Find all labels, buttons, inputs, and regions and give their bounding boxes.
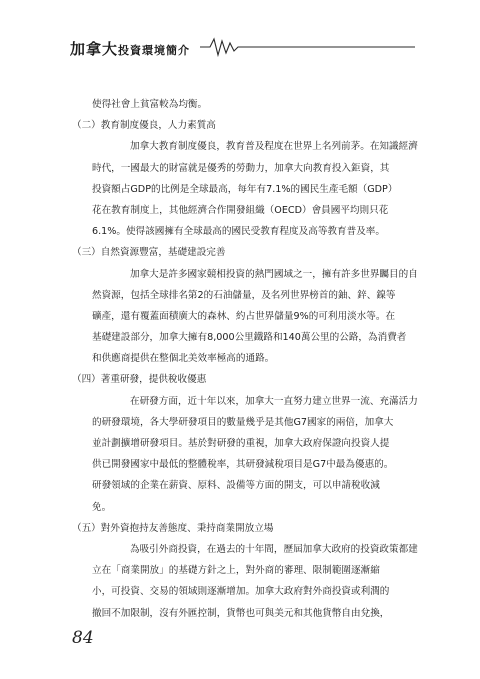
section-heading: （三）自然資源豐富，基礎建設完善 xyxy=(72,247,226,259)
paragraph-line: 為吸引外商投資，在過去的十年間，歷屆加拿大政府的投資政策都建 xyxy=(130,543,418,555)
paragraph-line: 加拿大是許多國家競相投資的熱門國域之一，擁有許多世界矚目的自 xyxy=(130,268,418,280)
paragraph-line: 加拿大教育制度優良，教育普及程度在世界上名列前茅。在知識經濟 xyxy=(130,141,418,153)
body-text xyxy=(72,94,418,624)
paragraph-line: 使得社會上貧富較為均衡。 xyxy=(92,99,208,110)
paragraph-line: 在研發方面，近十年以來，加拿大一直努力建立世界一流、充滿活力 xyxy=(130,395,418,407)
paragraph-line: 立在「商業開放」的基礎方針之上，對外商的審理、限制範圍逐漸縮 xyxy=(92,565,380,577)
page-number: 84 xyxy=(72,628,94,648)
header-title-main: 加拿大 xyxy=(70,40,119,58)
section-heading: （五）對外資抱持友善態度、秉持商業開放立場 xyxy=(72,522,274,534)
header-title-sub: 投資環境簡介 xyxy=(118,44,191,57)
paragraph-line: 並計劃擴增研發項目。基於對研發的重視，加拿大政府保證向投資人提 xyxy=(92,438,390,449)
paragraph-line: 和供應商提供在整個北美效率極高的通路。 xyxy=(92,353,275,365)
paragraph-line: 投資額占GDP的比例是全球最高，每年有7.1%的國民生產毛額（GDP） xyxy=(92,183,398,195)
paragraph-line: 然資源，包括全球排名第2的石油儲量，及名列世界榜首的鈾、鋅、鎳等 xyxy=(92,289,396,301)
paragraph-line: 免。 xyxy=(92,501,112,513)
section-heading: （四）著重研發，提供稅收優惠 xyxy=(72,374,207,386)
header-wave-line xyxy=(200,36,415,58)
paragraph-line: 撤回不加限制，沒有外匯控制，貨幣也可與美元和其他貨幣自由兌換， xyxy=(92,607,390,619)
paragraph-line: 基礎建設部分，加拿大擁有8,000公里鐵路和140萬公里的公路，為消費者 xyxy=(92,332,407,344)
paragraph-line: 的研發環境，各大學研發項目的數量幾乎是其他G7國家的兩倍，加拿大 xyxy=(92,416,394,428)
paragraph-line: 研發領域的企業在薪資、原料、設備等方面的開支，可以申請稅收減 xyxy=(92,480,380,492)
section-heading: （二）教育制度優良，人力素質高 xyxy=(72,120,216,132)
paragraph-line: 花在教育制度上，其他經濟合作開發組織（OECD）會員國平均則只花 xyxy=(92,204,389,216)
paragraph-line: 6.1%。使得該國擁有全球最高的國民受教育程度及高等教育普及率。 xyxy=(92,226,385,238)
paragraph-line: 時代，一國最大的財富就是優秀的勞動力，加拿大向教育投入鉅資，其 xyxy=(92,162,390,174)
page-header xyxy=(0,0,480,70)
paragraph-line: 小，可投資、交易的領域則逐漸增加。加拿大政府對外商投資或利潤的 xyxy=(92,586,390,598)
paragraph-line: 礦產，還有覆蓋面積廣大的森林、約占世界儲量9%的可利用淡水等。在 xyxy=(92,310,396,322)
paragraph-line: 供已開發國家中最低的整體稅率，其研發減稅項目是G7中最為優惠的。 xyxy=(92,459,394,471)
header-title xyxy=(70,38,190,59)
